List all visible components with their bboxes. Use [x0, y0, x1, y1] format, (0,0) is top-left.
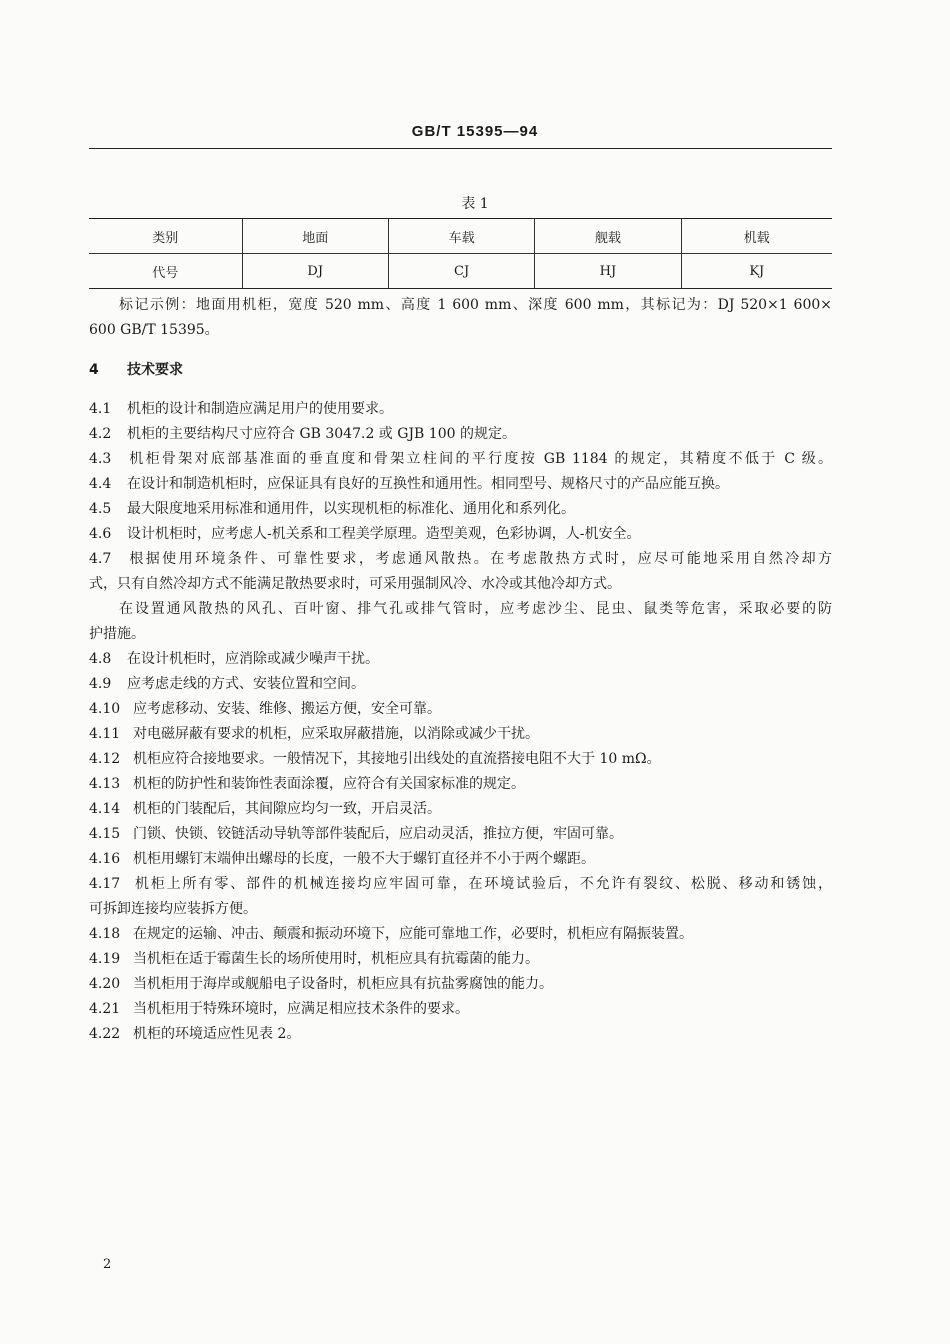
table-cell: 车载: [388, 219, 534, 254]
header-rule: [89, 148, 832, 149]
clause-number: 4.22: [89, 1026, 121, 1042]
clause-number: 4.4: [89, 476, 112, 492]
table-cell: HJ: [535, 254, 681, 289]
clause-number: 4.10: [89, 701, 121, 717]
marking-example-line: 标记示例：地面用机柜，宽度 520 mm、高度 1 600 mm、深度 600 mm，其标记为：DJ 520×1 600×: [119, 297, 832, 313]
marking-example: [89, 293, 832, 343]
clause-text: 机柜的主要结构尺寸应符合 GB 3047.2 或 GJB 100 的规定。: [127, 426, 516, 442]
table-cell: 地面: [242, 219, 388, 254]
clause-number: 4.5: [89, 501, 112, 517]
clause-text: 在设置通风散热的风孔、百叶窗、排气孔或排气管时，应考虑沙尘、昆虫、鼠类等危害，采取必要的防: [119, 601, 832, 617]
clause-text: 机柜的门装配后，其间隙应均匀一致，开启灵活。: [133, 801, 441, 817]
table-header-row: [89, 219, 832, 254]
page-number: 2: [103, 1257, 112, 1272]
table-cell: KJ: [681, 254, 832, 289]
clause-number: 4.11: [89, 726, 121, 742]
clause-text: 护措施。: [89, 626, 145, 642]
clause-text: 应考虑走线的方式、安装位置和空间。: [127, 676, 365, 692]
section-number: 4: [89, 362, 99, 378]
table-data-row: [89, 254, 832, 289]
clause-text: 当机柜用于特殊环境时，应满足相应技术条件的要求。: [133, 1001, 469, 1017]
clause-number: 4.17: [89, 876, 121, 892]
clause-number: 4.1: [89, 401, 112, 417]
clause-text: 机柜骨架对底部基准面的垂直度和骨架立柱间的平行度按 GB 1184 的规定，其精度不低于 C 级。: [127, 451, 832, 467]
table-cell: 机载: [681, 219, 832, 254]
clause-number: 4.8: [89, 651, 112, 667]
clause-text: 机柜用螺钉末端伸出螺母的长度，一般不大于螺钉直径并不小于两个螺距。: [133, 851, 595, 867]
clause-number: 4.14: [89, 801, 121, 817]
marking-example-line: 600 GB/T 15395。: [89, 322, 219, 338]
clause-list: [89, 397, 832, 1047]
clause-text: 当机柜用于海岸或舰船电子设备时，机柜应具有抗盐雾腐蚀的能力。: [133, 976, 553, 992]
clause-text: 机柜的防护性和装饰性表面涂覆，应符合有关国家标准的规定。: [133, 776, 525, 792]
clause-number: 4.6: [89, 526, 112, 542]
clause-text: 对电磁屏蔽有要求的机柜，应采取屏蔽措施，以消除或减少干扰。: [133, 726, 539, 742]
table-cell: DJ: [242, 254, 388, 289]
clause-number: 4.13: [89, 776, 121, 792]
clause-number: 4.18: [89, 926, 121, 942]
table-cell: 舰载: [535, 219, 681, 254]
clause-text: 可拆卸连接均应装拆方便。: [89, 901, 257, 917]
clause-text: 机柜上所有零、部件的机械连接均应牢固可靠，在环境试验后，不允许有裂纹、松脱、移动和锈蚀，: [133, 876, 832, 892]
clause-text: 根据使用环境条件、可靠性要求，考虑通风散热。在考虑散热方式时，应尽可能地采用自然冷却方: [127, 551, 832, 567]
clause-text: 机柜的设计和制造应满足用户的使用要求。: [127, 401, 393, 417]
clause-number: 4.12: [89, 751, 121, 767]
section-title: 技术要求: [127, 362, 183, 378]
clause-number: 4.15: [89, 826, 121, 842]
clause-text: 门锁、快锁、铰链活动导轨等部件装配后，应启动灵活，推拉方便，牢固可靠。: [133, 826, 623, 842]
clause-text: 机柜的环境适应性见表 2。: [133, 1026, 301, 1042]
clause-number: 4.3: [89, 451, 112, 467]
clause-number: 4.16: [89, 851, 121, 867]
table-cell: 代号: [89, 254, 242, 289]
clause-text: 在设计机柜时，应消除或减少噪声干扰。: [127, 651, 379, 667]
clause-text: 在设计和制造机柜时，应保证具有良好的互换性和通用性。相同型号、规格尺寸的产品应能互换。: [127, 476, 729, 492]
table-cell: 类别: [89, 219, 242, 254]
clause-text: 最大限度地采用标准和通用件，以实现机柜的标准化、通用化和系列化。: [127, 501, 575, 517]
standard-code-header: GB/T 15395—94: [411, 123, 539, 140]
clause-text: 在规定的运输、冲击、颠震和振动环境下，应能可靠地工作，必要时，机柜应有隔振装置。: [133, 926, 693, 942]
clause-number: 4.2: [89, 426, 112, 442]
clause-number: 4.7: [89, 551, 112, 567]
clause-text: 应考虑移动、安装、维修、搬运方便，安全可靠。: [133, 701, 441, 717]
section-4-heading: [89, 358, 832, 383]
clause-number: 4.21: [89, 1001, 121, 1017]
clause-number: 4.20: [89, 976, 121, 992]
clause-number: 4.19: [89, 951, 121, 967]
table-cell: CJ: [388, 254, 534, 289]
table-1: [89, 218, 832, 289]
table-caption: 表 1: [461, 196, 489, 212]
clause-text: 当机柜在适于霉菌生长的场所使用时，机柜应具有抗霉菌的能力。: [133, 951, 539, 967]
clause-text: 式，只有自然冷却方式不能满足散热要求时，可采用强制风冷、水冷或其他冷却方式。: [89, 576, 621, 592]
clause-text: 设计机柜时，应考虑人-机关系和工程美学原理。造型美观，色彩协调，人-机安全。: [127, 526, 641, 542]
clause-text: 机柜应符合接地要求。一般情况下，其接地引出线处的直流搭接电阻不大于 10 mΩ。: [133, 751, 661, 767]
clause-number: 4.9: [89, 676, 112, 692]
